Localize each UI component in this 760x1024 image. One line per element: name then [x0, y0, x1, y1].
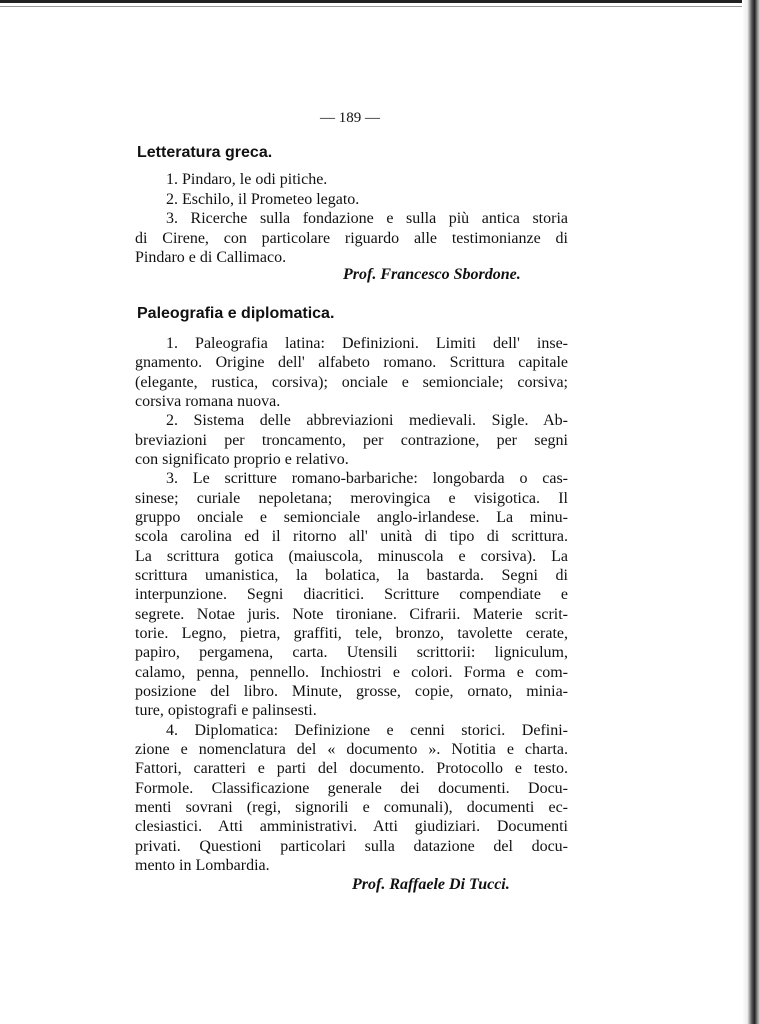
- text-line: 2. Eschilo, il Prometeo legato.: [166, 190, 360, 208]
- text-line: zione e nomenclatura del « documento ». Notitia e charta.: [135, 740, 568, 758]
- text-line: gnamento. Origine dell' alfabeto romano. Scrittura capitale: [135, 354, 568, 372]
- text-line: 4. Diplomatica: Definizione e cenni storici. Defini-: [166, 721, 568, 739]
- text-line: mento in Lombardia.: [135, 856, 270, 874]
- scan-border-right: [742, 0, 760, 1024]
- text-line: corsiva romana nuova.: [135, 392, 281, 410]
- page-number: — 189 —: [320, 110, 380, 126]
- text-line: sinese; curiale nepoletana; merovingica e visigotica. Il: [135, 489, 568, 507]
- text-line: privati. Questioni particolari sulla datazione del docu-: [135, 837, 568, 855]
- signature-di-tucci: Prof. Raffaele Di Tucci.: [352, 876, 510, 893]
- text-line: clesiastici. Atti amministrativi. Atti giudiziari. Documenti: [135, 818, 568, 836]
- text-line: (elegante, rustica, corsiva); onciale e semionciale; corsiva;: [135, 373, 568, 391]
- text-line: torie. Legno, pietra, graffiti, tele, bronzo, tavolette cerate,: [135, 624, 568, 642]
- text-line: 2. Sistema delle abbreviazioni medievali. Sigle. Ab-: [166, 412, 568, 430]
- text-line: 3. Le scritture romano-barbariche: longobarda o cas-: [166, 470, 568, 488]
- text-line: posizione del libro. Minute, grosse, copie, ornato, minia-: [135, 682, 568, 700]
- text-line: con significato proprio e relativo.: [135, 450, 349, 468]
- text-line: breviazioni per troncamento, per contrazione, per segni: [135, 431, 568, 449]
- text-line: Formole. Classificazione generale dei documenti. Docu-: [135, 779, 568, 797]
- text-line: 3. Ricerche sulla fondazione e sulla più antica storia: [166, 210, 568, 228]
- section-heading-paleografia: Paleografia e diplomatica.: [137, 305, 335, 322]
- text-line: menti sovrani (regi, signorili e comunali), documenti ec-: [135, 798, 568, 816]
- scan-border-top: [0, 0, 760, 3]
- text-line: La scrittura gotica (maiuscola, minuscola e corsiva). La: [135, 547, 568, 565]
- text-line: segrete. Notae juris. Note tironiane. Cifrarii. Materie scrit-: [135, 605, 568, 623]
- text-line: Fattori, caratteri e parti del documento. Protocollo e testo.: [135, 760, 568, 778]
- text-line: scola carolina ed il ritorno all' unità di tipo di scrittura.: [135, 528, 568, 546]
- text-line: di Cirene, con particolare riguardo alle testimonianze di: [135, 229, 568, 247]
- text-line: calamo, penna, pennello. Inchiostri e colori. Forma e com-: [135, 663, 568, 681]
- text-line: interpunzione. Segni diacritici. Scritture compendiate e: [135, 586, 568, 604]
- section-heading-letteratura-greca: Letteratura greca.: [137, 144, 273, 161]
- signature-sbordone: Prof. Francesco Sbordone.: [343, 266, 521, 283]
- scan-border-top-inner: [0, 6, 760, 7]
- text-line: Pindaro e di Callimaco.: [135, 249, 287, 267]
- text-line: scrittura umanistica, la bolatica, la bastarda. Segni di: [135, 566, 568, 584]
- text-line: papiro, pergamena, carta. Utensili scrittorii: ligniculum,: [135, 644, 568, 662]
- text-line: 1. Paleografia latina: Definizioni. Limiti dell' inse-: [166, 335, 568, 352]
- text-line: ture, opistografi e palinsesti.: [135, 702, 317, 720]
- text-line: gruppo onciale e semionciale anglo-irlandese. La minu-: [135, 508, 568, 526]
- text-line: 1. Pindaro, le odi pitiche.: [166, 171, 328, 188]
